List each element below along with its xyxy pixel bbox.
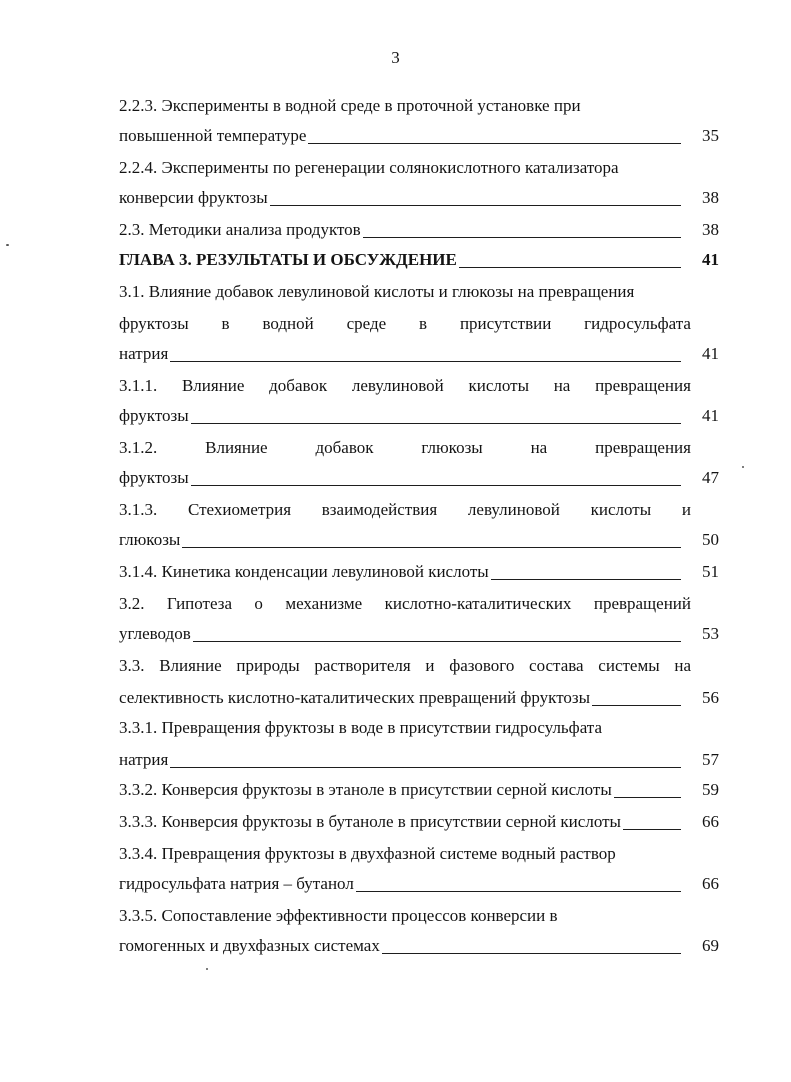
toc-text: 2.2.4. Эксперименты по регенерации солянокислотного катализатора [119, 158, 619, 177]
toc-text: глюкозы [119, 530, 181, 549]
toc-line [119, 528, 719, 552]
toc-text: повышенной температуре [119, 126, 307, 145]
toc-line [119, 94, 691, 118]
toc-text: гидросульфата натрия – бутанол [119, 874, 354, 893]
leader-line [623, 829, 681, 830]
toc-line [119, 466, 719, 490]
toc-line [119, 498, 691, 522]
toc-page: 41 [702, 250, 719, 269]
leader-line [459, 267, 681, 268]
toc-line [119, 374, 691, 398]
toc-line [119, 810, 719, 834]
toc-text: селективность кислотно-каталитических превращений фруктозы [119, 688, 591, 707]
toc-text-justified: фруктозы в водной среде в присутствии гидросульфата [119, 314, 691, 333]
toc-page: 41 [702, 344, 719, 363]
toc-line [119, 872, 719, 896]
toc-text: натрия [119, 344, 169, 363]
scan-speck [6, 244, 9, 246]
toc-line [119, 622, 719, 646]
toc-line [119, 312, 691, 336]
toc-text: 3.1.4. Кинетика конденсации левулиновой кислоты [119, 562, 489, 581]
toc-page: 57 [702, 750, 719, 769]
toc-text: 2.3. Методики анализа продуктов [119, 220, 361, 239]
leader-line [592, 705, 681, 706]
toc-line [119, 342, 719, 366]
toc-page: 69 [702, 936, 719, 955]
toc-text: фруктозы [119, 468, 189, 487]
toc-line [119, 186, 719, 210]
toc-line [119, 934, 719, 958]
toc-page: 35 [702, 126, 719, 145]
toc-text: натрия [119, 750, 169, 769]
toc-line [119, 218, 719, 242]
toc-page: 56 [702, 688, 719, 707]
scan-speck [742, 466, 744, 468]
toc-line [119, 748, 719, 772]
toc-page: 66 [702, 812, 719, 831]
toc-text: ГЛАВА 3. РЕЗУЛЬТАТЫ И ОБСУЖДЕНИЕ [119, 250, 457, 269]
toc-text-justified: 3.2. Гипотеза о механизме кислотно-каталитических превращений [119, 594, 691, 613]
toc-text: 3.3.2. Конверсия фруктозы в этаноле в присутствии серной кислоты [119, 780, 612, 799]
leader-line [191, 423, 681, 424]
toc-page: 50 [702, 530, 719, 549]
toc-line [119, 686, 719, 710]
toc-text: 3.3.5. Сопоставление эффективности процессов конверсии в [119, 906, 558, 925]
leader-line [191, 485, 681, 486]
toc-page: 47 [702, 468, 719, 487]
toc-line [119, 592, 691, 616]
toc-text: углеводов [119, 624, 191, 643]
leader-line [363, 237, 681, 238]
toc-page: 38 [702, 220, 719, 239]
toc-line [119, 654, 691, 678]
toc-line [119, 842, 691, 866]
toc-text: гомогенных и двухфазных системах [119, 936, 380, 955]
toc-line [119, 560, 719, 584]
toc-line [119, 156, 691, 180]
toc-text: конверсии фруктозы [119, 188, 268, 207]
toc-line [119, 778, 719, 802]
toc-text: 3.1. Влияние добавок левулиновой кислоты и глюкозы на превращения [119, 282, 635, 301]
leader-line [193, 641, 681, 642]
toc-page: 66 [702, 874, 719, 893]
leader-line [170, 361, 681, 362]
toc-text: фруктозы [119, 406, 189, 425]
leader-line [270, 205, 681, 206]
toc-text: 2.2.3. Эксперименты в водной среде в проточной установке при [119, 96, 581, 115]
toc-text: 3.3.4. Превращения фруктозы в двухфазной системе водный раствор [119, 844, 616, 863]
toc-page: 53 [702, 624, 719, 643]
scan-speck [206, 968, 208, 970]
toc-text-justified: 3.1.2. Влияние добавок глюкозы на превращения [119, 438, 691, 457]
leader-line [382, 953, 681, 954]
toc-line [119, 716, 691, 740]
leader-line [182, 547, 681, 548]
toc-text: 3.3.3. Конверсия фруктозы в бутаноле в присутствии серной кислоты [119, 812, 621, 831]
leader-line [491, 579, 681, 580]
leader-line [356, 891, 681, 892]
leader-line [308, 143, 681, 144]
toc-text-justified: 3.3. Влияние природы растворителя и фазового состава системы на [119, 656, 691, 675]
toc-chapter-heading [119, 248, 719, 272]
toc-page: 51 [702, 562, 719, 581]
toc-line [119, 124, 719, 148]
toc-line [119, 436, 691, 460]
toc-page: 41 [702, 406, 719, 425]
toc-text: 3.3.1. Превращения фруктозы в воде в присутствии гидросульфата [119, 718, 602, 737]
toc-text-justified: 3.1.3. Стехиометрия взаимодействия левулиновой кислоты и [119, 500, 691, 519]
toc-line [119, 280, 691, 304]
toc-page: 38 [702, 188, 719, 207]
toc-line [119, 404, 719, 428]
toc-page: 59 [702, 780, 719, 799]
leader-line [170, 767, 681, 768]
page-number: 3 [391, 48, 400, 67]
toc-line [119, 904, 691, 928]
leader-line [614, 797, 681, 798]
toc-text-justified: 3.1.1. Влияние добавок левулиновой кислоты на превращения [119, 376, 691, 395]
